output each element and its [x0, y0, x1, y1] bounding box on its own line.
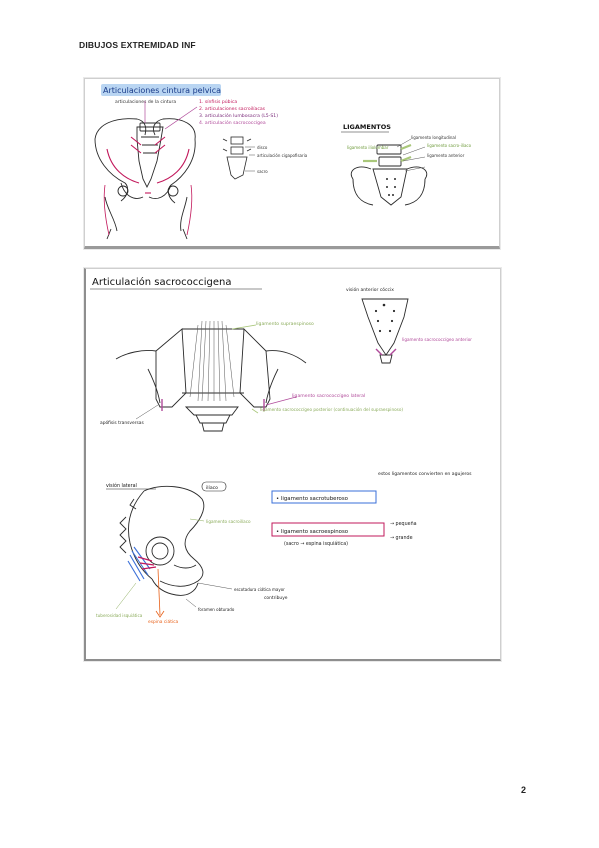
obturator-foramen-label: foramen obturado: [198, 607, 235, 612]
pelvic-girdle-drawing: [85, 79, 499, 246]
ischial-spine-label: espina ciática: [148, 620, 179, 625]
panel1-title: Articulaciones cintura pelvica: [103, 86, 222, 95]
lig-label-sacroiliac: ligamento sacro-ilíaco: [427, 143, 472, 148]
list-item-4: 4. articulación sacrococcígea: [199, 121, 266, 126]
panel1-label-girdle: articulaciones de la cintura: [115, 100, 177, 105]
greater-label: → grande: [390, 536, 413, 541]
coccyx-anterior-illustration: [362, 299, 408, 363]
ischial-tuberosity-label: tuberosidad isquiática: [96, 613, 143, 618]
sacrum-to-spine-label: (sacro → espina isquiática): [284, 542, 349, 547]
lig-label-iliolumbar: ligamento iliolumbar: [347, 145, 389, 150]
sacrospinous-label: • ligamento sacroespinoso: [276, 529, 349, 535]
middle-label-disk: disco: [257, 145, 268, 150]
sacrococcygeal-drawing: [86, 269, 500, 659]
list-item-3: 3. articulación lumbosacra (L5-S1): [199, 114, 278, 119]
iliac-tag: ilíaco: [206, 486, 218, 491]
greater-sciatic-notch-label: escotadura ciática mayor: [234, 587, 285, 592]
lig-lateral-label: ligamento sacrococcígeo lateral: [292, 394, 366, 399]
page-number: 2: [521, 785, 527, 795]
lumbosacral-illustration: [223, 137, 251, 179]
lateral-view-label: visión lateral: [106, 484, 137, 489]
page-header: DIBUJOS EXTREMIDAD INF: [79, 40, 196, 50]
sacrotuberous-label: • ligamento sacrotuberoso: [276, 496, 348, 502]
lig-label-longitudinal: ligamento longitudinal: [411, 135, 456, 140]
middle-label-sacrum: sacro: [257, 169, 268, 174]
contributes-label: contribuye: [264, 596, 288, 601]
pelvis-front-illustration: [95, 119, 195, 239]
note-panel-sacrococcygeal: [84, 268, 501, 661]
lig-label-anterior: ligamento anterior: [427, 153, 465, 158]
pelvis-lateral-illustration: [120, 486, 204, 595]
list-item-2: 2. articulaciones sacroilíacas: [199, 107, 266, 112]
top-note-label: estos ligamentos convierten en agujeros: [378, 472, 472, 477]
sacrum-posterior-illustration: [116, 329, 306, 431]
lesser-label: → pequeña: [390, 522, 417, 527]
lig-posterior-label: ligamento sacrococcígeo posterior (continuación del supraespinoso): [260, 407, 404, 412]
sacroiliac-lig-label: ligamento sacroilíaco: [206, 519, 251, 524]
lig-anterior-label: ligamento sacrococcígeo anterior: [402, 337, 473, 342]
lig-supraspinous-label: ligamento supraespinoso: [256, 322, 314, 327]
view-anterior-coccyx-label: visión anterior cóccix: [346, 288, 394, 293]
transverse-processes-label: apófisis transversas: [100, 421, 144, 426]
list-item-1: 1. sínfisis púbica: [199, 100, 238, 105]
note-panel-pelvic-girdle: [84, 78, 500, 249]
ligaments-title: LIGAMENTOS: [343, 123, 391, 131]
panel2-title: Articulación sacrococcigena: [92, 277, 232, 288]
middle-label-zygapophyseal: articulación cigapofisaria: [257, 153, 308, 158]
